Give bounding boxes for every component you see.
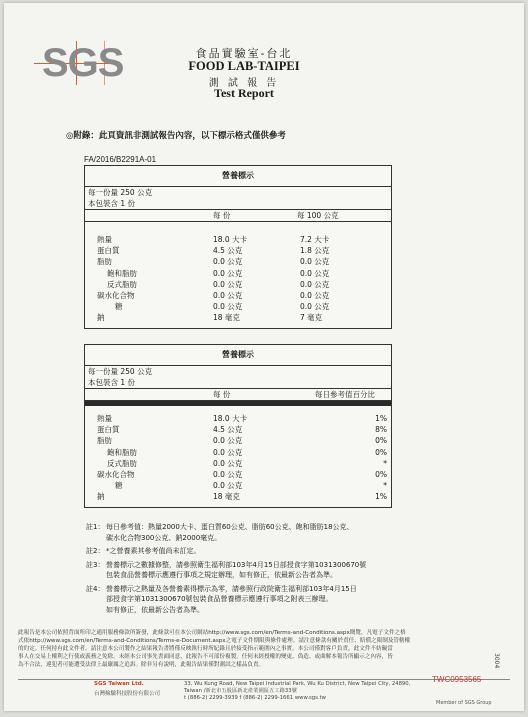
per-100g-value: 7 毫克 [300, 313, 323, 323]
nutrient-name: 蛋白質 [97, 246, 120, 256]
table-row [85, 458, 391, 469]
serial-number: TWC0953565 [432, 675, 482, 684]
nutrient-name: 碳水化合物 [97, 290, 135, 300]
nutrient-name: 熱量 [97, 414, 112, 423]
daily-value-percent: 1% [375, 492, 387, 502]
report-page [4, 3, 524, 711]
daily-value-percent: * [383, 481, 387, 491]
lab-name-zh: 食品實驗室-台北 [195, 47, 293, 60]
table-row [85, 480, 391, 491]
report-title-en: Test Report [214, 86, 274, 100]
footer-line: 式依http://www.sgs.com/en/Terms-and-Conditions/Terms-e-Document.aspx之電子文件期限與條件處理。請注意條款有關於責任、賠償之限制及管轄權 [18, 638, 411, 644]
table-title: 營養標示 [85, 345, 391, 366]
col-per-100g: 每 100 公克 [297, 211, 339, 220]
nutrient-name: 反式脂肪 [107, 458, 137, 468]
column-header [85, 388, 391, 401]
col-per-serving: 每 份 [213, 390, 231, 399]
note-line: 如有修正，依最新公告者為準。 [106, 605, 204, 614]
table-row [85, 301, 391, 312]
column-header [85, 209, 391, 222]
note-line: 包裝食品營養標示應遵行事項之規定辦理，如有修正，依最新公告者為準。 [106, 571, 337, 579]
per-100g-value: 0.0 公克 [300, 268, 330, 278]
document-number: FA/2016/B2291A-01 [84, 155, 157, 164]
per-serving-value: 18 毫克 [213, 313, 240, 323]
per-serving-value: 0.0 公克 [213, 469, 243, 479]
company-address: 33, Wu Kung Road, New Taipei Industrial Park, Wu Ku District, New Taipei City, 24890, Taiwan /新北市五股區新北產業園區五工路33號 [184, 681, 411, 694]
nutrition-table-daily-value [84, 344, 392, 508]
table-row [85, 469, 391, 480]
per-serving-value: 0.0 公克 [213, 268, 243, 278]
member-of-sgs: Member of SGS Group [436, 700, 492, 706]
note-item [86, 560, 366, 581]
nutrient-name: 飽和脂肪 [107, 268, 137, 278]
table-row [85, 413, 391, 424]
table-row [85, 268, 391, 279]
table-row [85, 256, 391, 267]
footer-line: 為不合法，違犯者可能遭受法律上最嚴厲之追訴。除非另有說明，此報告結果僅對測試之樣品負責。 [18, 662, 265, 668]
table-rows [85, 401, 391, 507]
table-row [85, 491, 391, 502]
daily-value-percent: 0% [375, 447, 387, 457]
per-100g-value: 1.8 公克 [300, 246, 330, 256]
footer-line: 此報告是本公司依照背面所印之通用服務條款所簽發，此條款可在本公司網站http://www.sgs.com/en/Terms-and-Conditions.aspx閱覽，凡電子文件之格 [18, 630, 406, 636]
per-serving-value: 0.0 公克 [213, 257, 243, 267]
note-line: 碳水化合物300公克、鈉2000毫克。 [106, 533, 222, 542]
note-line: 部授食字第1031300670號包裝食品營養標示應遵行事項之附表三辦理。 [106, 595, 333, 603]
nutrient-name: 脂肪 [97, 257, 112, 267]
sgs-logo: SGS [34, 41, 120, 85]
col-per-serving: 每 份 [213, 211, 231, 220]
company-phone: t (886-2) 2299-3939 f (886-2) 2299-1661 www.sgs.tw [184, 695, 327, 701]
servings-per-package: 本包裝含 1 份 [88, 378, 136, 387]
note-key: 註2： [86, 547, 105, 555]
per-serving-value: 4.5 公克 [213, 425, 243, 435]
address-block [184, 681, 424, 702]
table-row [85, 234, 391, 245]
table-row [85, 424, 391, 435]
table-row [85, 447, 391, 458]
note-key: 註4： [86, 584, 105, 593]
lab-name-en: FOOD LAB-TAIPEI [188, 59, 300, 73]
company-block [94, 681, 160, 697]
daily-value-percent: 0% [375, 436, 387, 446]
legal-footer [18, 629, 508, 669]
serving-size: 每一份量 250 公克 [88, 188, 153, 197]
servings-per-package: 本包裝含 1 份 [88, 199, 136, 208]
nutrient-name: 糖 [115, 481, 123, 491]
footer-line: 事人在交易上權利之行使或義務之免除。未經本公司事先書面同意，此報告不可部份複製。任何未經授權的變更、偽造、或曲解本報告所顯示之內容，皆 [18, 654, 393, 660]
per-serving-value: 0.0 公克 [213, 302, 243, 312]
nutrient-name: 反式脂肪 [107, 279, 137, 289]
per-100g-value: 0.0 公克 [300, 302, 330, 312]
table-band [85, 401, 391, 406]
per-serving-value: 0.0 公克 [213, 290, 243, 300]
company-name: SGS Taiwan Ltd. [94, 681, 144, 687]
note-item [86, 584, 366, 616]
per-serving-value: 18 毫克 [213, 492, 240, 502]
nutrient-name: 糖 [115, 302, 123, 312]
daily-value-percent: 0% [375, 469, 387, 479]
report-title-zh: 測 試 報 告 [208, 78, 280, 89]
nutrient-name: 熱量 [97, 235, 112, 244]
note-item [86, 522, 366, 543]
daily-value-percent: 8% [375, 425, 387, 435]
company-name-zh: 台灣檢驗科技股份有限公司 [94, 691, 161, 697]
table-row [85, 435, 391, 446]
per-100g-value: 0.0 公克 [300, 279, 330, 289]
side-code: 3004 [493, 653, 500, 669]
nutrient-name: 脂肪 [97, 436, 112, 446]
table-row [85, 245, 391, 256]
daily-value-percent: 1% [375, 414, 387, 423]
serving-size: 每一份量 250 公克 [88, 367, 153, 376]
nutrient-name: 鈉 [97, 313, 105, 323]
daily-value-percent: * [383, 458, 387, 468]
table-row [85, 279, 391, 290]
per-serving-value: 0.0 公克 [213, 436, 243, 446]
note-line: 每日參考值：熱量2000大卡、蛋白質60公克、脂肪60公克、飽和脂肪18公克、 [106, 523, 354, 531]
note-line: 營養標示之數據修整，請參照衛生福利部103年4月15日部授食字第1031300670號 [106, 560, 367, 569]
annex-note: ◎附錄：此頁資訊非測試報告內容，以下標示格式僅供參考 [66, 131, 286, 141]
col-daily-value: 每日參考值百分比 [315, 390, 375, 399]
per-100g-value: 7.2 大卡 [300, 235, 330, 244]
nutrient-name: 蛋白質 [97, 425, 120, 435]
nutrient-name: 碳水化合物 [97, 469, 135, 479]
per-100g-value: 0.0 公克 [300, 257, 330, 267]
table-rows [85, 222, 391, 328]
note-key: 註1： [86, 523, 105, 531]
nutrition-table-per-100g [84, 165, 392, 329]
per-serving-value: 4.5 公克 [213, 246, 243, 256]
per-serving-value: 0.0 公克 [213, 447, 243, 457]
note-key: 註3： [86, 560, 105, 569]
table-title: 營養標示 [85, 166, 391, 187]
note-line: *之營養素其參考值尚未訂定。 [106, 547, 201, 555]
table-row [85, 290, 391, 301]
per-serving-value: 0.0 公克 [213, 279, 243, 289]
nutrient-name: 飽和脂肪 [107, 447, 137, 457]
note-item [86, 546, 366, 557]
note-line: 營養標示之熱量及各營養素得標示為零，請參照行政院衛生福利部103年4月15日 [106, 584, 357, 593]
footer-line: 的約定。任何持有此文件者，請注意本公司製作之結果報告書將僅反映執行時所紀錄且於接受指示範圍內之事實。本公司僅對客戶負責，此文件不妨礙當 [18, 646, 393, 652]
per-serving-value: 18.0 大卡 [213, 414, 248, 423]
per-serving-value: 0.0 公克 [213, 481, 243, 491]
per-serving-value: 0.0 公克 [213, 458, 243, 468]
nutrient-name: 鈉 [97, 492, 105, 502]
per-serving-value: 18.0 大卡 [213, 235, 248, 244]
table-row [85, 312, 391, 323]
per-100g-value: 0.0 公克 [300, 290, 330, 300]
notes [86, 522, 366, 618]
